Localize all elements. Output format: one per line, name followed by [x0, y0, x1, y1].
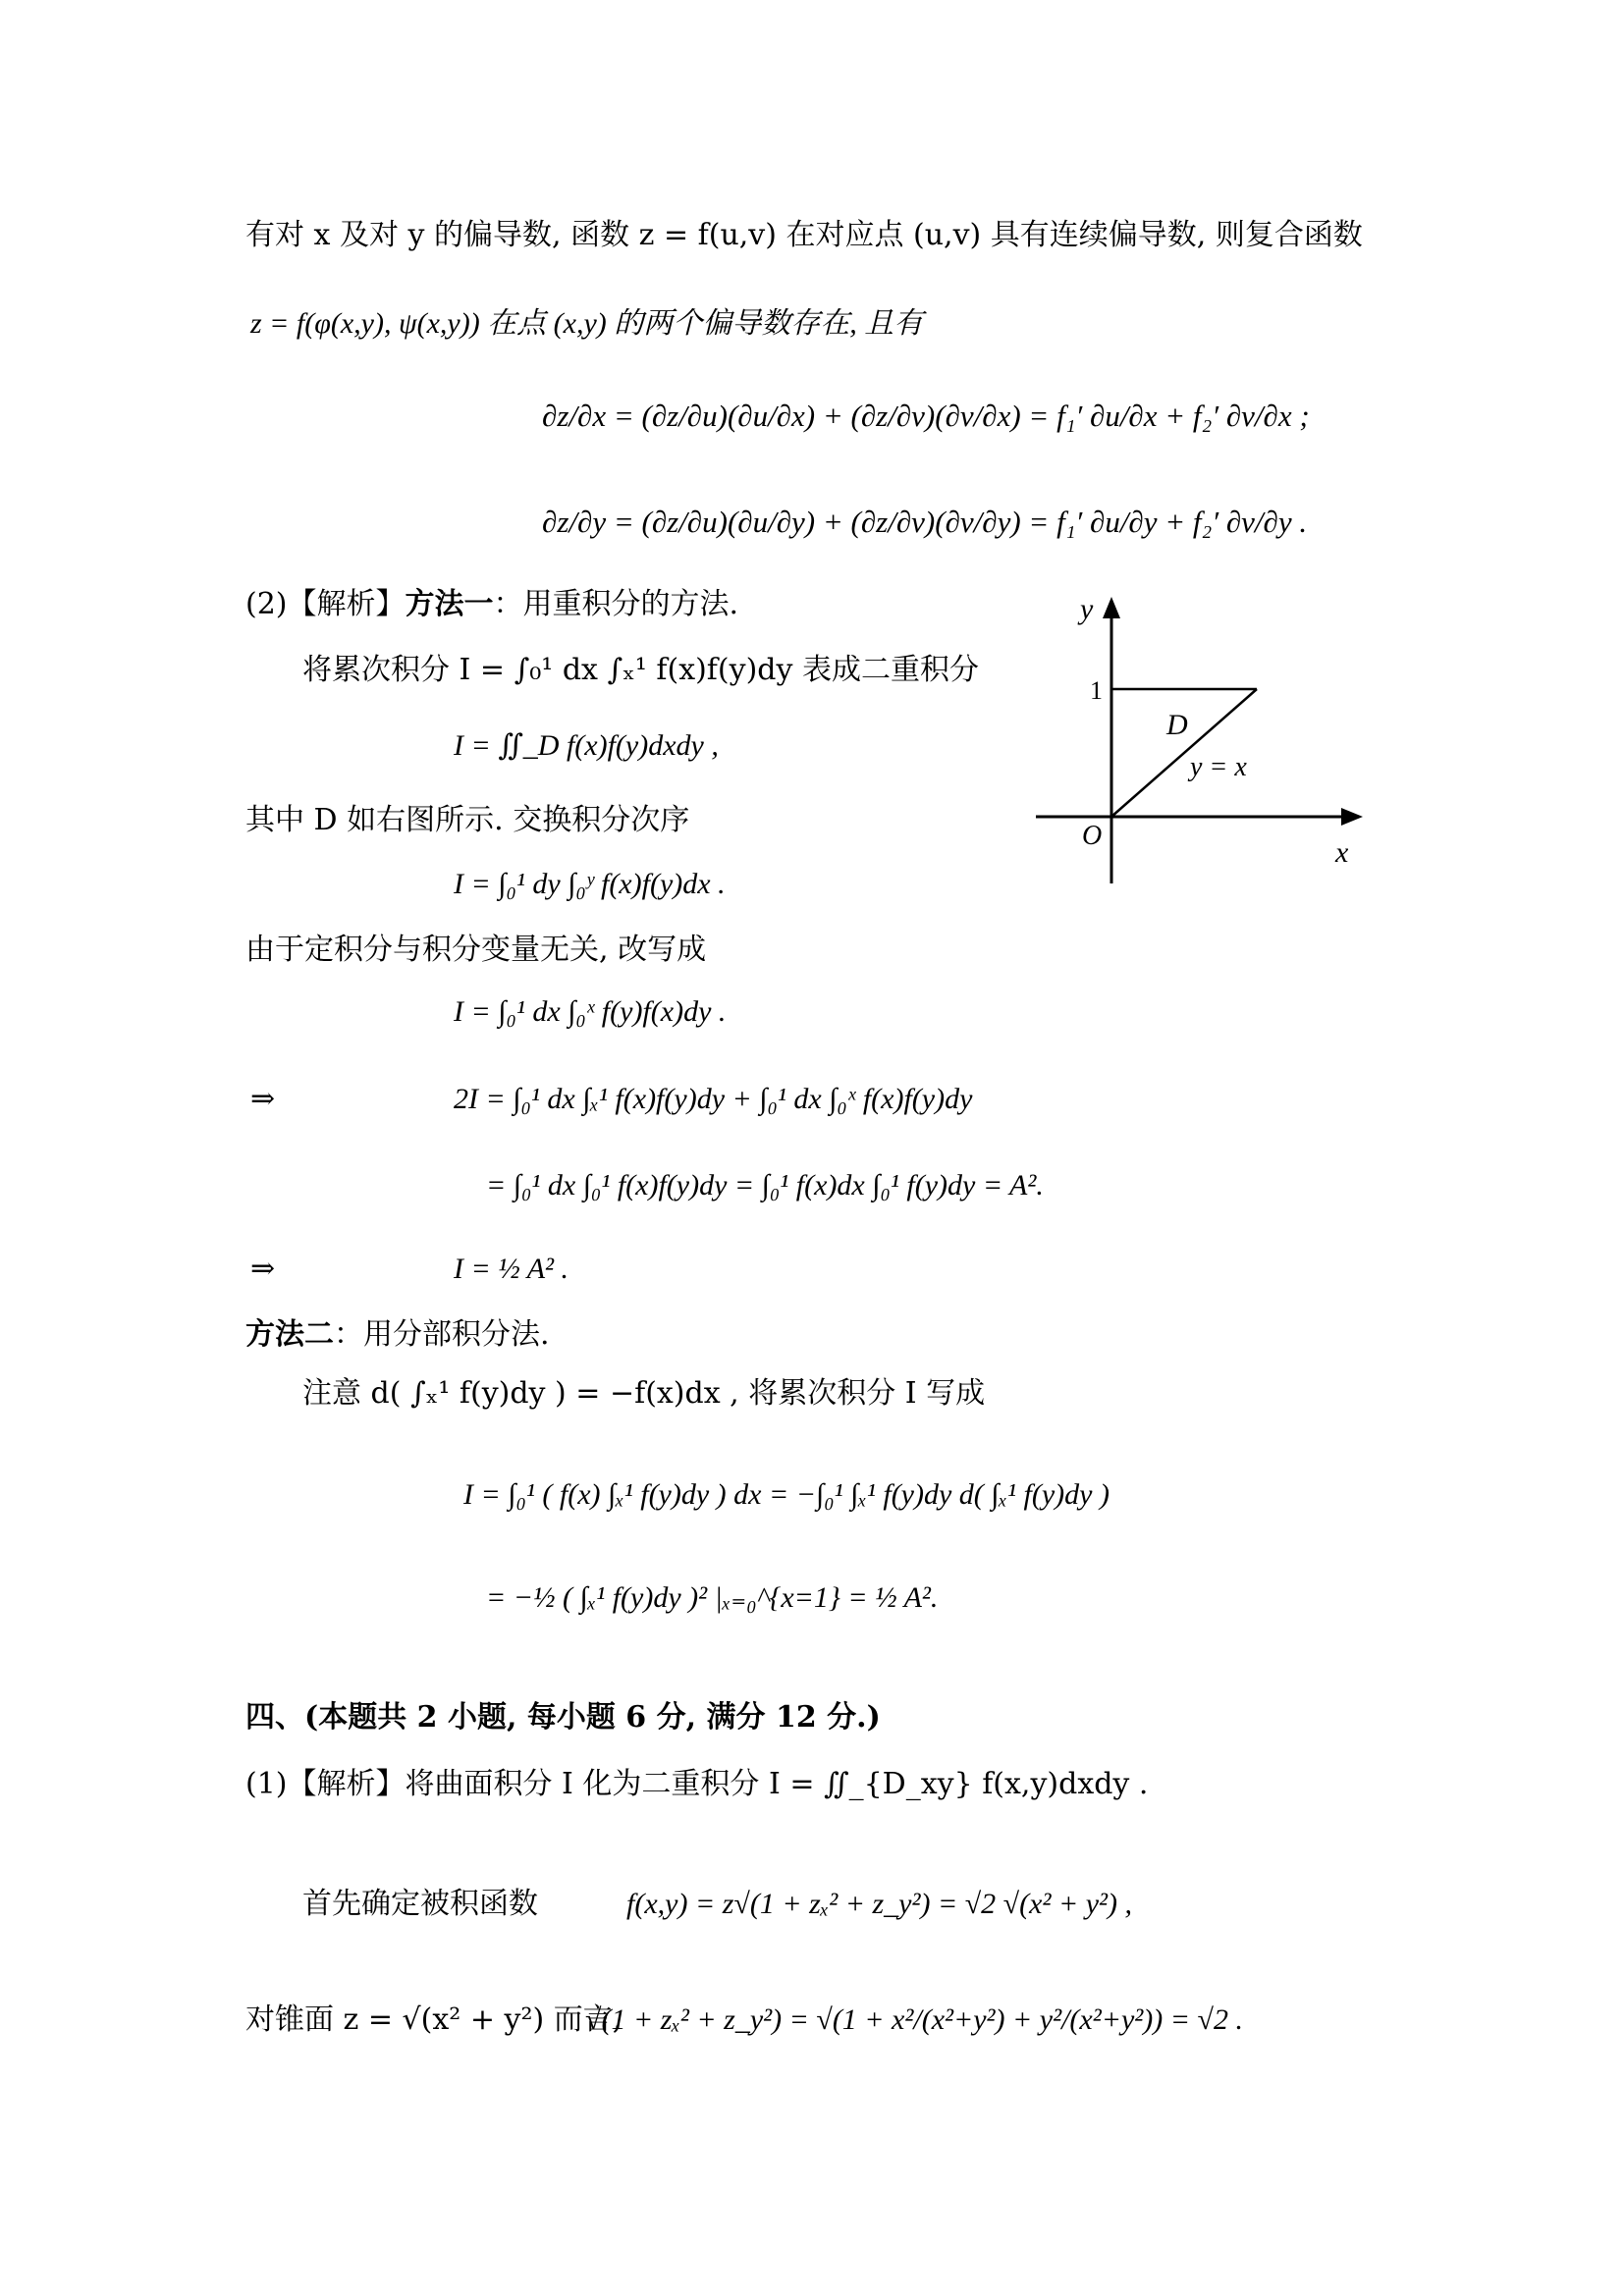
- rename-note-line: 由于定积分与积分变量无关, 改写成: [245, 933, 707, 967]
- curve-label: y = x: [1190, 752, 1247, 782]
- text-line-2: z = f(φ(x,y), ψ(x,y)) 在点 (x,y) 的两个偏导数存在, 且有: [250, 307, 924, 340]
- y-axis-label: y: [1080, 593, 1094, 625]
- region-note-line: 其中 D 如右图所示. 交换积分次序: [245, 803, 690, 837]
- x-axis-label: x: [1335, 836, 1349, 869]
- swapped-order-line: I = ∫₀¹ dy ∫₀ʸ f(x)f(y)dx .: [454, 868, 726, 900]
- part-2-heading: [245, 587, 738, 622]
- section-4-heading: 四、(本题共 2 小题, 每小题 6 分, 满分 12 分.): [245, 1700, 881, 1735]
- sum-of-integrals-line: 2I = ∫₀¹ dx ∫ₓ¹ f(x)f(y)dy + ∫₀¹ dx ∫₀ˣ f(x)f(y)dy: [454, 1083, 973, 1115]
- renamed-integral-line: I = ∫₀¹ dx ∫₀ˣ f(y)f(x)dy .: [454, 995, 727, 1028]
- result-line-2: = −½ ( ∫ₓ¹ f(y)dy )² |ₓ₌₀^{x=1} = ½ A².: [486, 1581, 939, 1614]
- cone-formula: √(1 + zₓ² + z_y²) = √(1 + x²/(x²+y²) + y²/(x²+y²)) = √2 .: [585, 2003, 1243, 2036]
- text-line-1: 有对 x 及对 y 的偏导数, 函数 z = f(u,v) 在对应点 (u,v) 具有连续偏导数, 则复合函数: [245, 218, 1363, 252]
- method-two-desc: ：用分部积分法.: [334, 1317, 550, 1352]
- method-two-heading: [245, 1317, 550, 1353]
- formula-dz-dy: ∂z/∂y = (∂z/∂u)(∂u/∂y) + (∂z/∂v)(∂v/∂y) = f₁′ ∂u/∂y + f₂′ ∂v/∂y .: [542, 505, 1308, 539]
- origin-label: O: [1082, 821, 1103, 851]
- y-axis-arrow-icon: [1103, 597, 1120, 618]
- implies-arrow-2: ⇒: [250, 1252, 276, 1286]
- implies-arrow-1: ⇒: [250, 1082, 276, 1116]
- integrand-formula: f(x,y) = z√(1 + zₓ² + z_y²) = √2 √(x² + y²) ,: [626, 1888, 1132, 1920]
- analysis-tag: 【解析】: [287, 1767, 406, 1801]
- section-4-part-1: [245, 1767, 1148, 1802]
- method-one-desc: ：用重积分的方法.: [493, 587, 739, 621]
- region-label: D: [1166, 709, 1188, 741]
- method-two-label: 方法二: [245, 1317, 334, 1352]
- region-figure: [1021, 589, 1375, 883]
- result-line-1: I = ½ A² .: [454, 1253, 569, 1285]
- tick-one-label: 1: [1090, 676, 1103, 705]
- analysis-tag: 【解析】: [287, 587, 406, 621]
- iterated-integral-line: 将累次积分 I = ∫₀¹ dx ∫ₓ¹ f(x)f(y)dy 表成二重积分: [302, 653, 979, 687]
- differential-note-line: 注意 d( ∫ₓ¹ f(y)dy ) = −f(x)dx , 将累次积分 I 写成: [302, 1376, 986, 1411]
- part-number: (1): [245, 1767, 288, 1801]
- product-of-integrals-line: = ∫₀¹ dx ∫₀¹ f(x)f(y)dy = ∫₀¹ f(x)dx ∫₀¹ f(y)dy = A².: [486, 1169, 1044, 1201]
- integration-by-parts-line: I = ∫₀¹ ( f(x) ∫ₓ¹ f(y)dy ) dx = −∫₀¹ ∫ₓ¹ f(y)dy d( ∫ₓ¹ f(y)dy ): [463, 1478, 1110, 1511]
- integrand-label: 首先确定被积函数: [302, 1887, 538, 1921]
- formula-dz-dx: ∂z/∂x = (∂z/∂u)(∂u/∂x) + (∂z/∂v)(∂v/∂x) = f₁′ ∂u/∂x + f₂′ ∂v/∂x ;: [542, 399, 1310, 433]
- surface-integral-text: 将曲面积分 I 化为二重积分 I = ∬_{D_xy} f(x,y)dxdy .: [405, 1767, 1149, 1801]
- part-number: (2): [245, 587, 288, 621]
- method-one-label: 方法一: [405, 587, 494, 621]
- cone-label: 对锥面 z = √(x² + y²) 而言,: [245, 2002, 623, 2037]
- x-axis-arrow-icon: [1341, 808, 1363, 826]
- double-integral-line: I = ∬_D f(x)f(y)dxdy ,: [454, 729, 719, 762]
